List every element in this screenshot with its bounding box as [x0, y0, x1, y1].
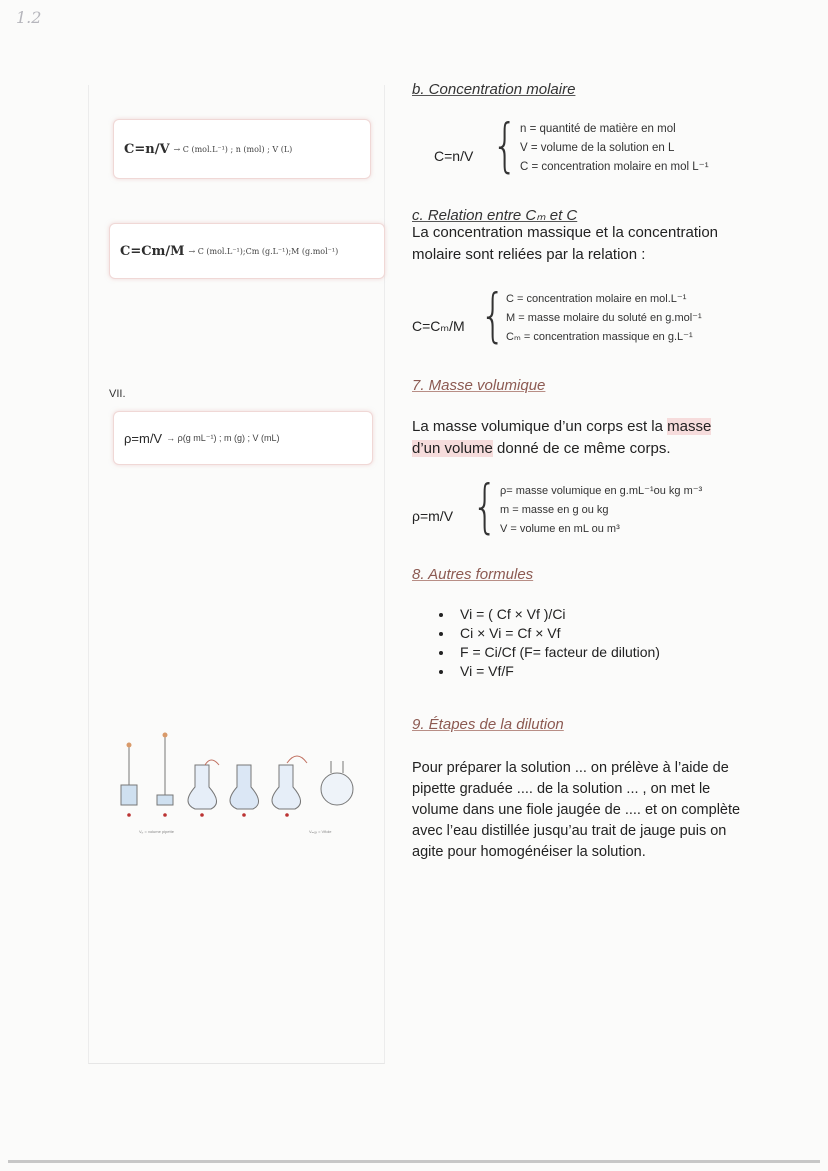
formula-card-relation: [109, 223, 385, 279]
heading-concentration-molaire: b. Concentration molaire: [412, 81, 576, 98]
definition-line: Cₘ = concentration massique en g.L⁻¹: [506, 331, 693, 343]
definition-line: ρ= masse volumique en g.mL⁻¹ou kg m⁻³: [500, 485, 703, 497]
page-number: 1.2: [16, 8, 42, 27]
definition-line: V = volume de la solution en L: [520, 142, 675, 154]
definition-line: C = concentration molaire en mol L⁻¹: [520, 161, 709, 173]
page-edge: [8, 1160, 820, 1163]
formula-text: C=n/V: [124, 141, 170, 157]
section-label: VII.: [109, 388, 126, 400]
list-item: • Vi = ( Cf × Vf )/Ci: [454, 605, 660, 624]
dilution-illustration: [109, 725, 359, 855]
heading-relation: c. Relation entre Cₘ et C: [412, 207, 578, 224]
brace-icon: {: [472, 472, 498, 540]
heading-autres-formules: 8. Autres formules: [412, 566, 534, 583]
formula-units: → C (mol.L⁻¹) ; n (mol) ; V (L): [173, 144, 293, 154]
formula-rho: ρ=m/V: [412, 508, 454, 524]
definition-list: [506, 290, 702, 347]
brace-icon: {: [480, 281, 506, 349]
definition-line: n = quantité de matière en mol: [520, 123, 676, 135]
dilution-text: Pour préparer la solution ... on prélève à l’aide de pipette graduée .... de la solution ... , on met le volume dans une fiole jaugée de .... et on complète avec l’eau distillée jusqu’au trait de jauge puis on agite pour homogénéiser la solution.: [412, 760, 741, 860]
list-item: • Ci × Vi = Cf × Vf: [454, 624, 660, 643]
formula-card-concentration: [113, 119, 371, 179]
list-item: • F = Ci/Cf (F= facteur de dilution): [454, 643, 660, 662]
masse-volumique-text: La masse volumique d’un corps est la masse d’un volume donné de ce même corps.: [412, 418, 712, 457]
heading-etapes-dilution: 9. Étapes de la dilution: [412, 716, 564, 733]
definition-list: [520, 120, 709, 177]
formula-list: [430, 605, 660, 681]
formula-c-n-v: C=n/V: [434, 148, 474, 164]
formula-c-cm-m: C=Cₘ/M: [412, 318, 465, 334]
list-item: • Vi = Vf/F: [454, 662, 660, 681]
heading-masse-volumique: 7. Masse volumique: [412, 377, 546, 394]
definition-line: C = concentration molaire en mol.L⁻¹: [506, 293, 687, 305]
definition-line: m = masse en g ou kg: [500, 504, 609, 516]
formula-text: ρ=m/V: [124, 430, 163, 446]
definition-list: [500, 482, 702, 539]
formula-units: → ρ(g mL⁻¹) ; m (g) ; V (mL): [166, 432, 280, 443]
formula-card-density: [113, 411, 373, 465]
definition-line: V = volume en mL ou m³: [500, 523, 620, 535]
illustration-caption: Vₚ = volume pipette: [139, 829, 174, 834]
left-column: [88, 85, 385, 1064]
definition-line: M = masse molaire du soluté en g.mol⁻¹: [506, 312, 702, 324]
formula-units: → C (mol.L⁻¹);Cm (g.L⁻¹);M (g.mol⁻¹): [188, 246, 339, 256]
brace-icon: {: [492, 111, 518, 179]
illustration-caption: Vₘₐₓ = Vfiole: [309, 829, 332, 834]
formula-text: C=Cm/M: [120, 243, 185, 259]
relation-text: La concentration massique et la concentration molaire sont reliées par la relation :: [412, 224, 719, 263]
